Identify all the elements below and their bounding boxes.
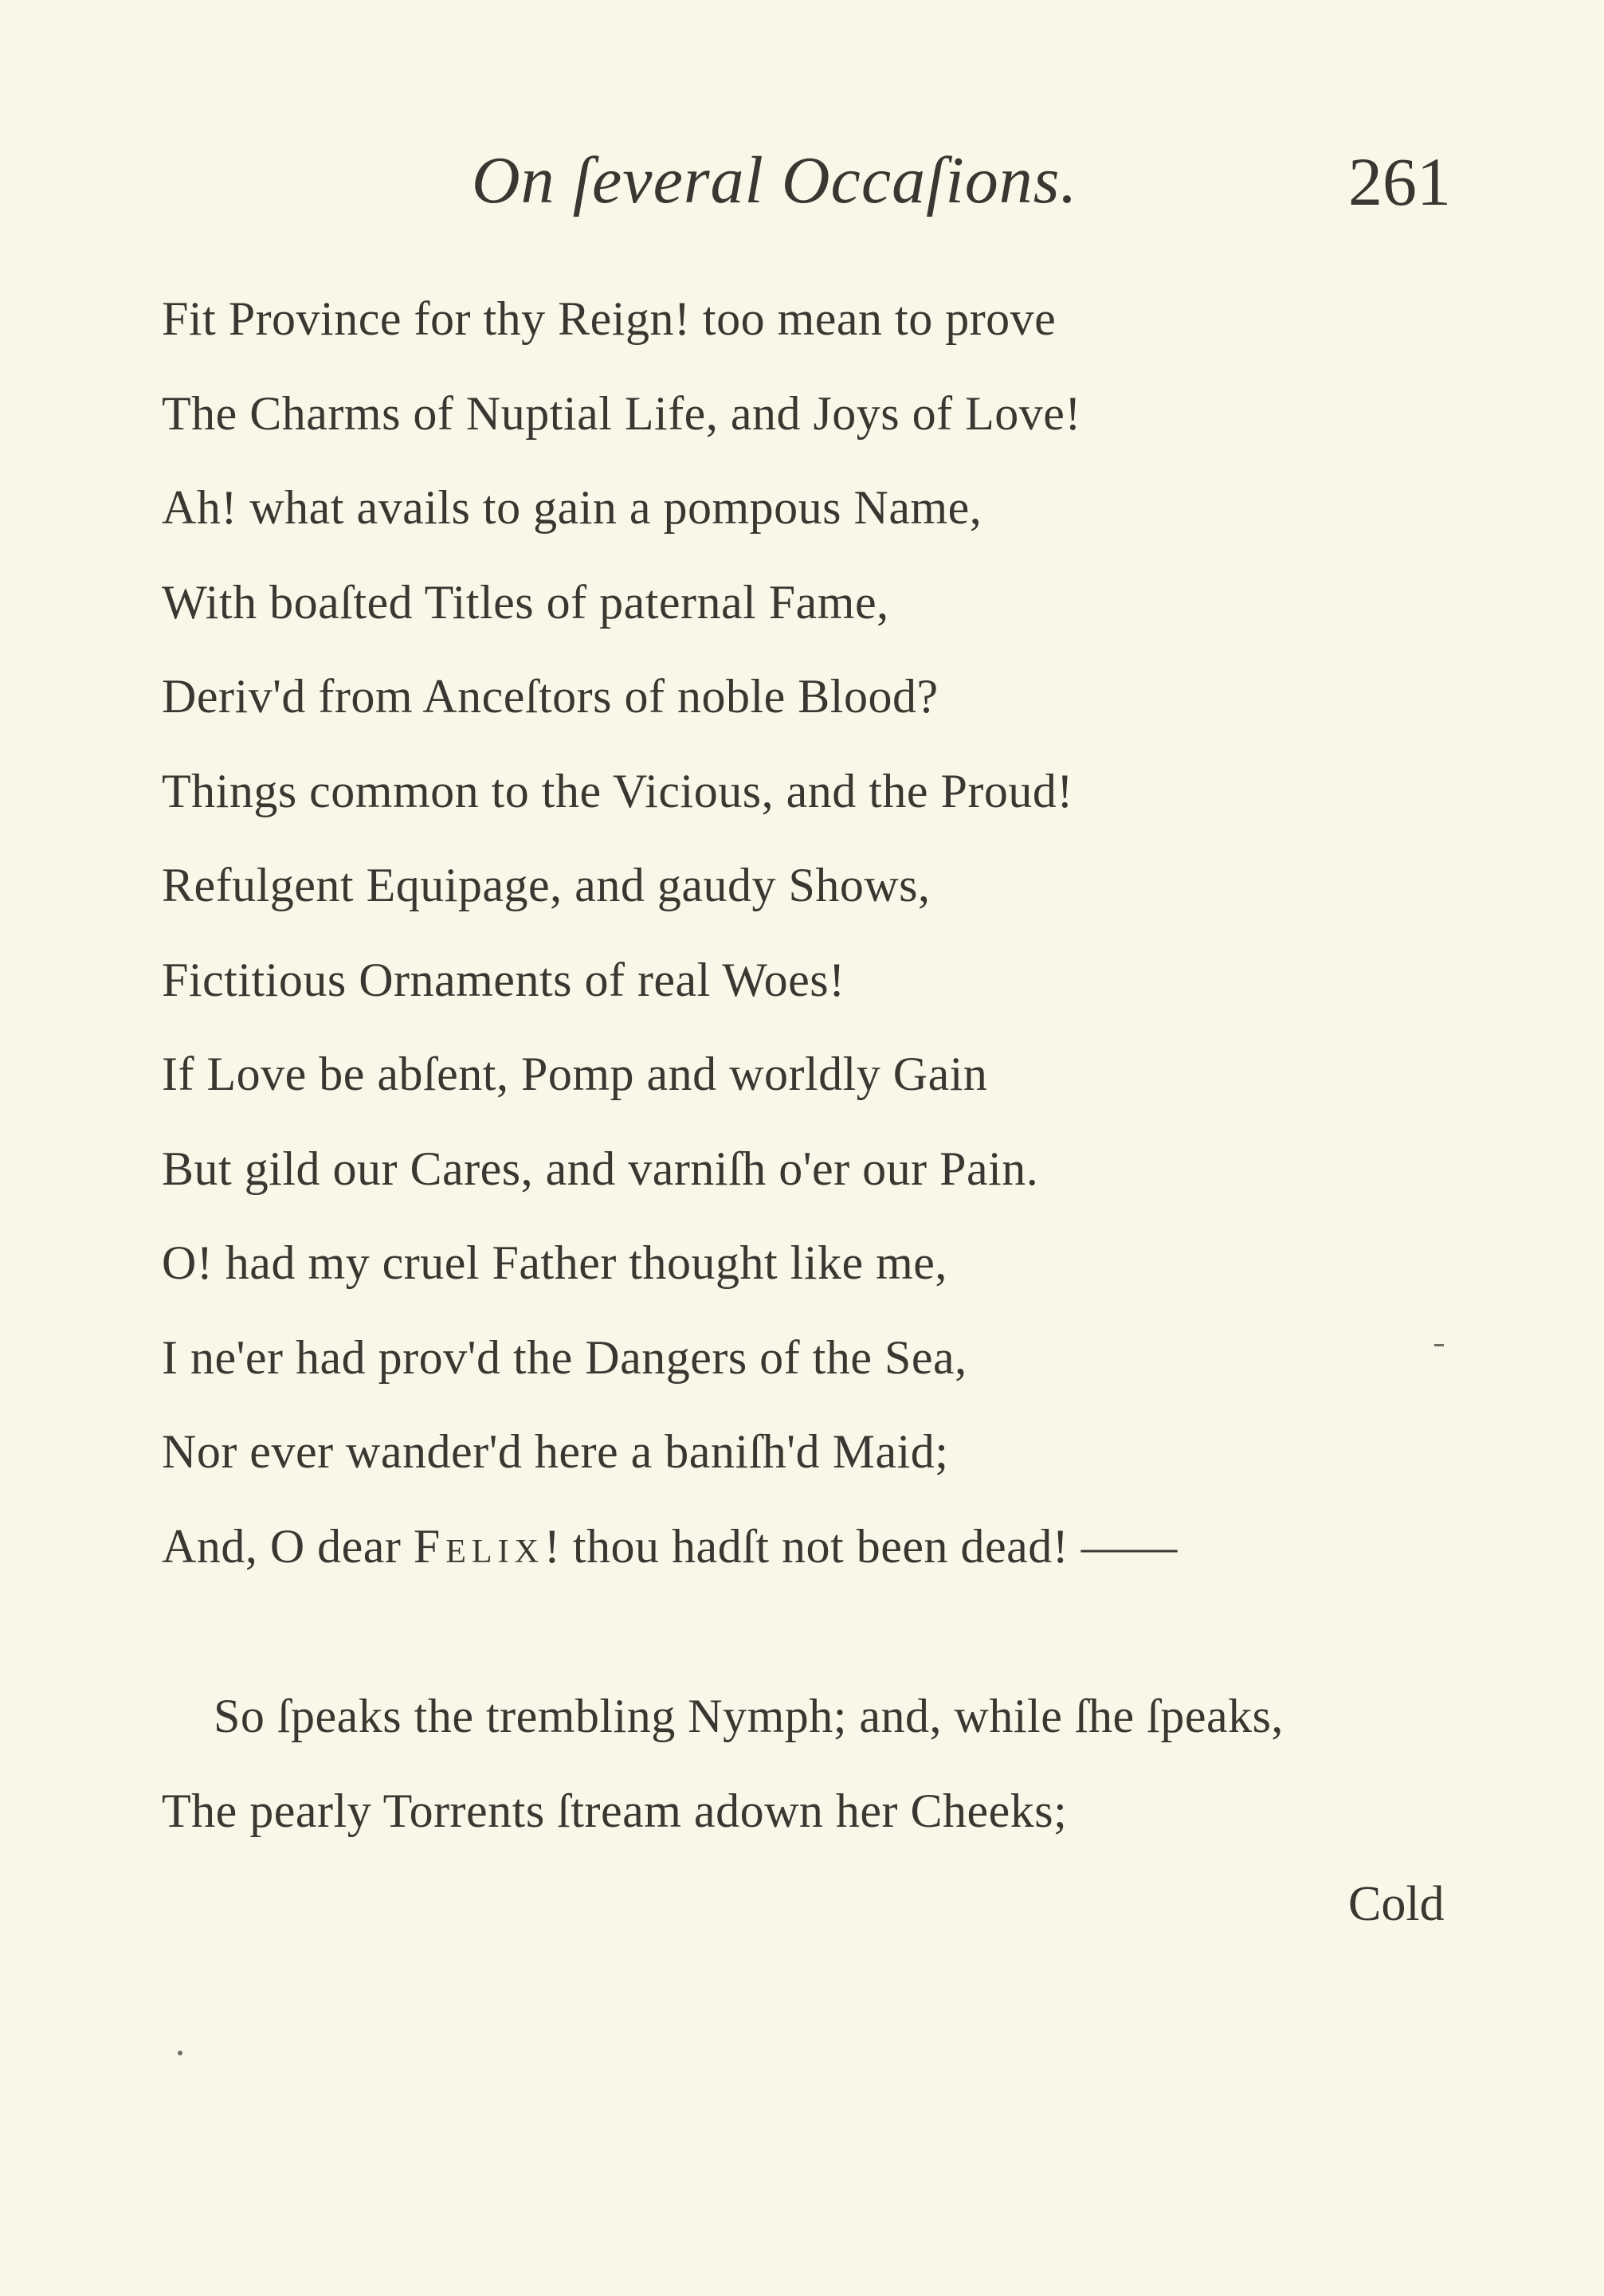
running-title: On ſeveral Occaſions. bbox=[472, 143, 1078, 217]
verse-line: With boaſted Titles of paternal Fame, bbox=[162, 576, 889, 629]
verse-line: The pearly Torrents ſtream adown her Cheeks; bbox=[162, 1785, 1068, 1837]
verse-line: Refulgent Equipage, and gaudy Shows, bbox=[162, 859, 931, 911]
verse-line: I ne'er had prov'd the Dangers of the Sea, bbox=[162, 1331, 967, 1384]
verse-line: But gild our Cares, and varniſh o'er our Pain. bbox=[162, 1142, 1039, 1195]
ink-speck bbox=[178, 2051, 182, 2055]
verse-text: And, O dear bbox=[162, 1520, 414, 1573]
verse-line: The Charms of Nuptial Life, and Joys of Love! bbox=[162, 387, 1081, 440]
ink-speck bbox=[1434, 1344, 1444, 1346]
verse-line: Fit Province for thy Reign! too mean to prove bbox=[162, 292, 1057, 345]
verse-text: ! thou hadſt not been dead! —— bbox=[543, 1520, 1178, 1573]
verse-line: Nor ever wander'd here a baniſh'd Maid; bbox=[162, 1425, 949, 1478]
page-number: 261 bbox=[1348, 143, 1451, 220]
verse-line bbox=[162, 1519, 1178, 1574]
proper-name: Felix bbox=[413, 1520, 544, 1573]
verse-line: Fictitious Ornaments of real Woes! bbox=[162, 954, 845, 1006]
verse-line: Deriv'd from Anceſtors of noble Blood? bbox=[162, 670, 939, 723]
verse-line: Ah! what avails to gain a pompous Name, bbox=[162, 481, 982, 534]
verse-line: So ſpeaks the trembling Nymph; and, while ſhe ſpeaks, bbox=[214, 1690, 1284, 1742]
catchword: Cold bbox=[1348, 1877, 1445, 1931]
verse-line: If Love be abſent, Pomp and worldly Gain bbox=[162, 1048, 988, 1100]
verse-line: Things common to the Vicious, and the Proud! bbox=[162, 765, 1073, 817]
verse-line: O! had my cruel Father thought like me, bbox=[162, 1236, 947, 1289]
